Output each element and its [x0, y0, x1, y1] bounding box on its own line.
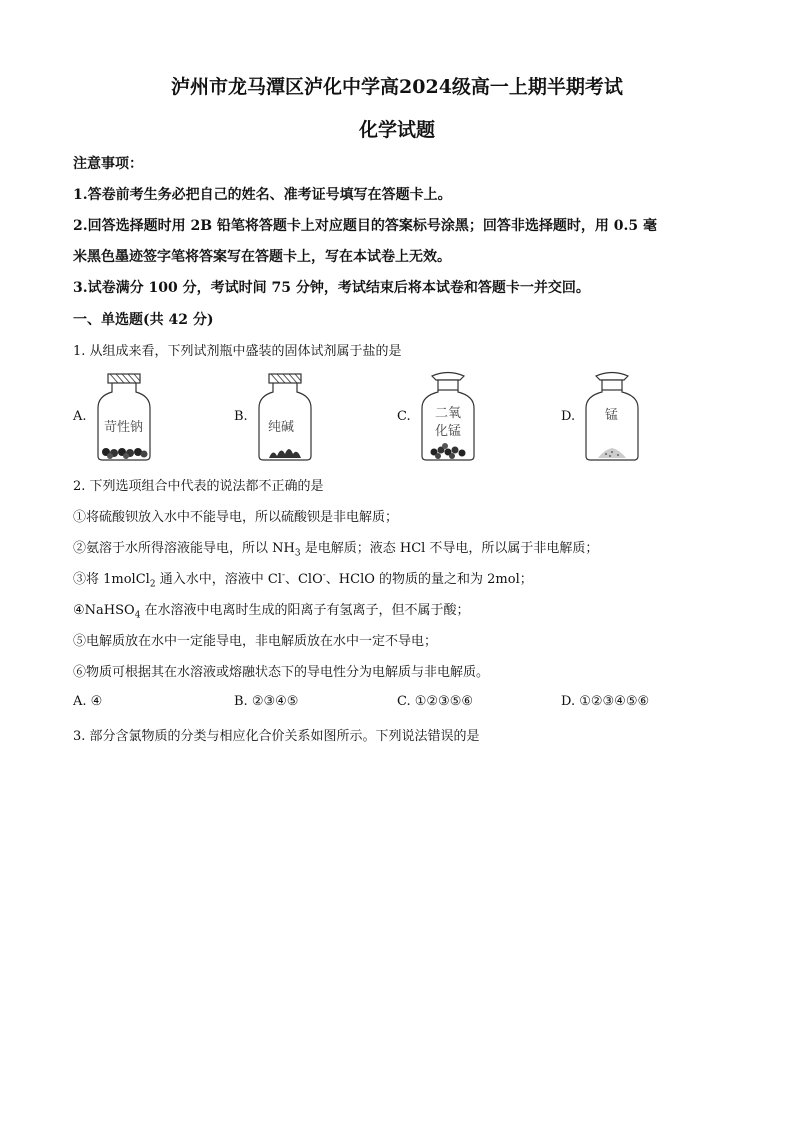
q1-option-b-letter: B.	[234, 409, 248, 424]
notes-item-3: 3.试卷满分 100 分，考试时间 75 分钟，考试结束后将本试卷和答题卡一并交回。	[73, 280, 590, 296]
q2-choice-a: A. ④	[73, 694, 103, 709]
q2-statement-3: ③将 1molCl$_2$ 通入水中，溶液中 Cl-、ClO-、HClO 的物质的量之和为 2mol；	[73, 570, 533, 590]
bottle-b-label: 纯碱	[268, 420, 295, 435]
q2-stem: 2. 下列选项组合中代表的说法都不正确的是	[73, 479, 324, 494]
q2-statement-5: ⑤电解质放在水中一定能导电，非电解质放在水中一定不导电；	[73, 634, 438, 649]
q2-choice-d: D. ①②③④⑤⑥	[561, 694, 650, 709]
bottle-c-label-line1: 二氧	[435, 406, 462, 421]
notes-item-1: 1.答卷前考生务必把自己的姓名、准考证号填写在答题卡上。	[73, 187, 452, 203]
q2-statement-4: ④NaHSO$_4$ 在水溶液中电离时生成的阳离子有氢离子，但不属于酸；	[73, 603, 470, 621]
q2-statement-1: ①将硫酸钡放入水中不能导电，所以硫酸钡是非电解质；	[73, 510, 399, 525]
bottle-c-label-line2: 化锰	[435, 424, 462, 439]
exam-subtitle: 化学试题	[358, 119, 435, 141]
notes-item-2a: 2.回答选择题时用 2B 铅笔将答题卡上对应题目的答案标号涂黑；回答非选择题时，用 0.5 毫	[73, 218, 658, 234]
q2-choice-b: B. ②③④⑤	[234, 694, 299, 709]
q1-option-c-letter: C.	[397, 409, 411, 424]
q2-statement-6: ⑥物质可根据其在水溶液或熔融状态下的导电性分为电解质与非电解质。	[73, 665, 490, 680]
q2-statement-2: ②氨溶于水所得溶液能导电，所以 $NH_3$ 是电解质；液态 HCl 不导电，所以属于非电解质；	[73, 541, 599, 559]
notes-heading: 注意事项：	[73, 156, 143, 172]
section-heading: 一、单选题(共 42 分)	[73, 312, 214, 328]
q1-stem: 1. 从组成来看，下列试剂瓶中盛装的固体试剂属于盐的是	[73, 344, 402, 359]
notes-item-2b: 米黑色墨迹签字笔将答案写在答题卡上，写在本试卷上无效。	[73, 249, 451, 265]
bottle-d-label: 锰	[605, 408, 619, 423]
q1-option-a-letter: A.	[73, 409, 87, 424]
q2-choice-c: C. ①②③⑤⑥	[397, 694, 474, 709]
bottle-a-label: 苛性钠	[104, 420, 144, 435]
q3-stem: 3. 部分含氯物质的分类与相应化合价关系如图所示。下列说法错误的是	[73, 729, 480, 744]
exam-title: 泸州市龙马潭区泸化中学高2024级高一上期半期考试	[171, 76, 623, 98]
q1-option-d-letter: D.	[561, 409, 576, 424]
